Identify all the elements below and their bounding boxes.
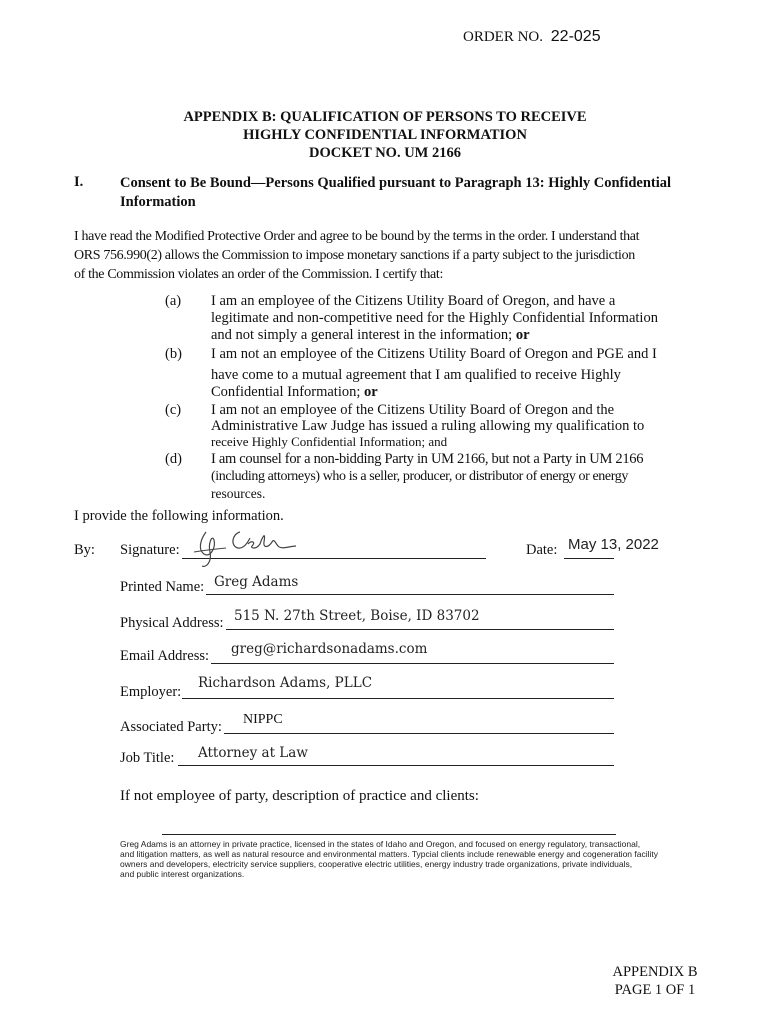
description-line: owners and developers, electricity service suppliers, cooperative electric utilities, energy industry trade organizations, private individuals, bbox=[120, 859, 633, 869]
email-address-line bbox=[211, 663, 614, 664]
section-number: I. bbox=[74, 174, 84, 190]
associated-party-line bbox=[224, 733, 614, 734]
item-line: I am not an employee of the Citizens Utility Board of Oregon and the bbox=[211, 402, 615, 418]
title-line-2: HIGHLY CONFIDENTIAL INFORMATION bbox=[243, 127, 527, 143]
page-footer bbox=[600, 963, 710, 999]
title-line-3: DOCKET NO. UM 2166 bbox=[309, 145, 461, 161]
physical-address-field[interactable]: 515 N. 27th Street, Boise, ID 83702 bbox=[234, 608, 480, 624]
job-title-field[interactable]: Attorney at Law bbox=[198, 745, 308, 761]
job-title-label: Job Title: bbox=[120, 750, 175, 766]
footer-page-number: PAGE 1 OF 1 bbox=[614, 982, 696, 998]
by-label: By: bbox=[74, 542, 95, 558]
intro-paragraph bbox=[74, 227, 639, 284]
item-conjunction: or bbox=[515, 327, 530, 343]
printed-name-field[interactable]: Greg Adams bbox=[214, 574, 299, 590]
job-title-line bbox=[178, 765, 614, 766]
associated-party-label: Associated Party: bbox=[120, 719, 222, 735]
item-line: Administrative Law Judge has issued a ruling allowing my qualification to bbox=[211, 418, 645, 434]
description-line: and public interest organizations. bbox=[120, 869, 245, 879]
footer-appendix: APPENDIX B bbox=[612, 964, 698, 980]
practice-description-field[interactable] bbox=[120, 839, 658, 879]
item-line: resources. bbox=[211, 486, 266, 501]
email-address-field[interactable]: greg@richardsonadams.com bbox=[231, 641, 428, 657]
item-conjunction: and bbox=[428, 434, 448, 449]
item-line: I am not an employee of the Citizens Utility Board of Oregon and PGE and I bbox=[211, 346, 657, 362]
item-line: (including attorneys) who is a seller, producer, or distributor of energy or energy bbox=[211, 469, 628, 484]
physical-address-line bbox=[226, 629, 614, 630]
section-heading bbox=[120, 174, 671, 212]
item-line: have come to a mutual agreement that I am qualified to receive Highly bbox=[211, 367, 621, 383]
item-label: (a) bbox=[165, 293, 182, 309]
description-line: Greg Adams is an attorney in private practice, licensed in the states of Idaho and Oregon, and focused on energy regulatory, transactional, bbox=[120, 839, 641, 849]
item-conjunction: or bbox=[364, 384, 378, 400]
item-label: (d) bbox=[165, 451, 182, 467]
item-label: (c) bbox=[165, 402, 182, 418]
practice-description-line bbox=[162, 834, 616, 835]
intro-line-1: I have read the Modified Protective Order and agree to be bound by the terms in the order. I understand that bbox=[74, 229, 640, 244]
description-line: and litigation matters, as well as natural resource and environmental matters. Typcial clients include renewable energy and cogeneration facility bbox=[120, 849, 658, 859]
employer-line bbox=[182, 698, 614, 699]
employer-label: Employer: bbox=[120, 684, 182, 700]
physical-address-label: Physical Address: bbox=[120, 615, 224, 631]
item-label: (b) bbox=[165, 346, 182, 362]
email-address-label: Email Address: bbox=[120, 648, 210, 664]
order-label: ORDER NO. bbox=[463, 29, 544, 45]
intro-line-2: ORS 756.990(2) allows the Commission to impose monetary sanctions if a party subject to the jurisdiction bbox=[74, 248, 635, 263]
intro-line-3: of the Commission violates an order of the Commission. I certify that: bbox=[74, 267, 443, 282]
provide-text: I provide the following information. bbox=[74, 508, 284, 524]
date-field[interactable]: May 13, 2022 bbox=[568, 536, 659, 553]
page-title bbox=[0, 108, 770, 162]
handwritten-signature[interactable] bbox=[186, 522, 306, 570]
title-line-1: APPENDIX B: QUALIFICATION OF PERSONS TO RECEIVE bbox=[183, 109, 587, 125]
order-number: 22-025 bbox=[550, 28, 601, 45]
employer-field[interactable]: Richardson Adams, PLLC bbox=[198, 675, 373, 691]
item-line: and not simply a general interest in the information; bbox=[211, 327, 516, 343]
item-line: Confidential Information; bbox=[211, 384, 365, 400]
associated-party-field[interactable]: NIPPC bbox=[243, 712, 283, 727]
section-heading-line-1: Consent to Be Bound—Persons Qualified pursuant to Paragraph 13: Highly Confidential bbox=[120, 175, 672, 191]
item-line: receive Highly Confidential Information; bbox=[211, 434, 429, 449]
item-line: I am an employee of the Citizens Utility Board of Oregon, and have a bbox=[211, 293, 616, 309]
order-number-header bbox=[463, 28, 601, 46]
practice-description-label: If not employee of party, description of practice and clients: bbox=[120, 788, 479, 804]
date-line bbox=[564, 558, 614, 559]
item-line: I am counsel for a non-bidding Party in UM 2166, but not a Party in UM 2166 bbox=[211, 451, 644, 467]
item-line: legitimate and non-competitive need for the Highly Confidential Information bbox=[211, 310, 658, 326]
section-heading-line-2: Information bbox=[120, 194, 196, 210]
signature-label: Signature: bbox=[120, 542, 180, 558]
printed-name-line bbox=[206, 594, 614, 595]
printed-name-label: Printed Name: bbox=[120, 579, 205, 595]
date-label: Date: bbox=[526, 542, 558, 558]
